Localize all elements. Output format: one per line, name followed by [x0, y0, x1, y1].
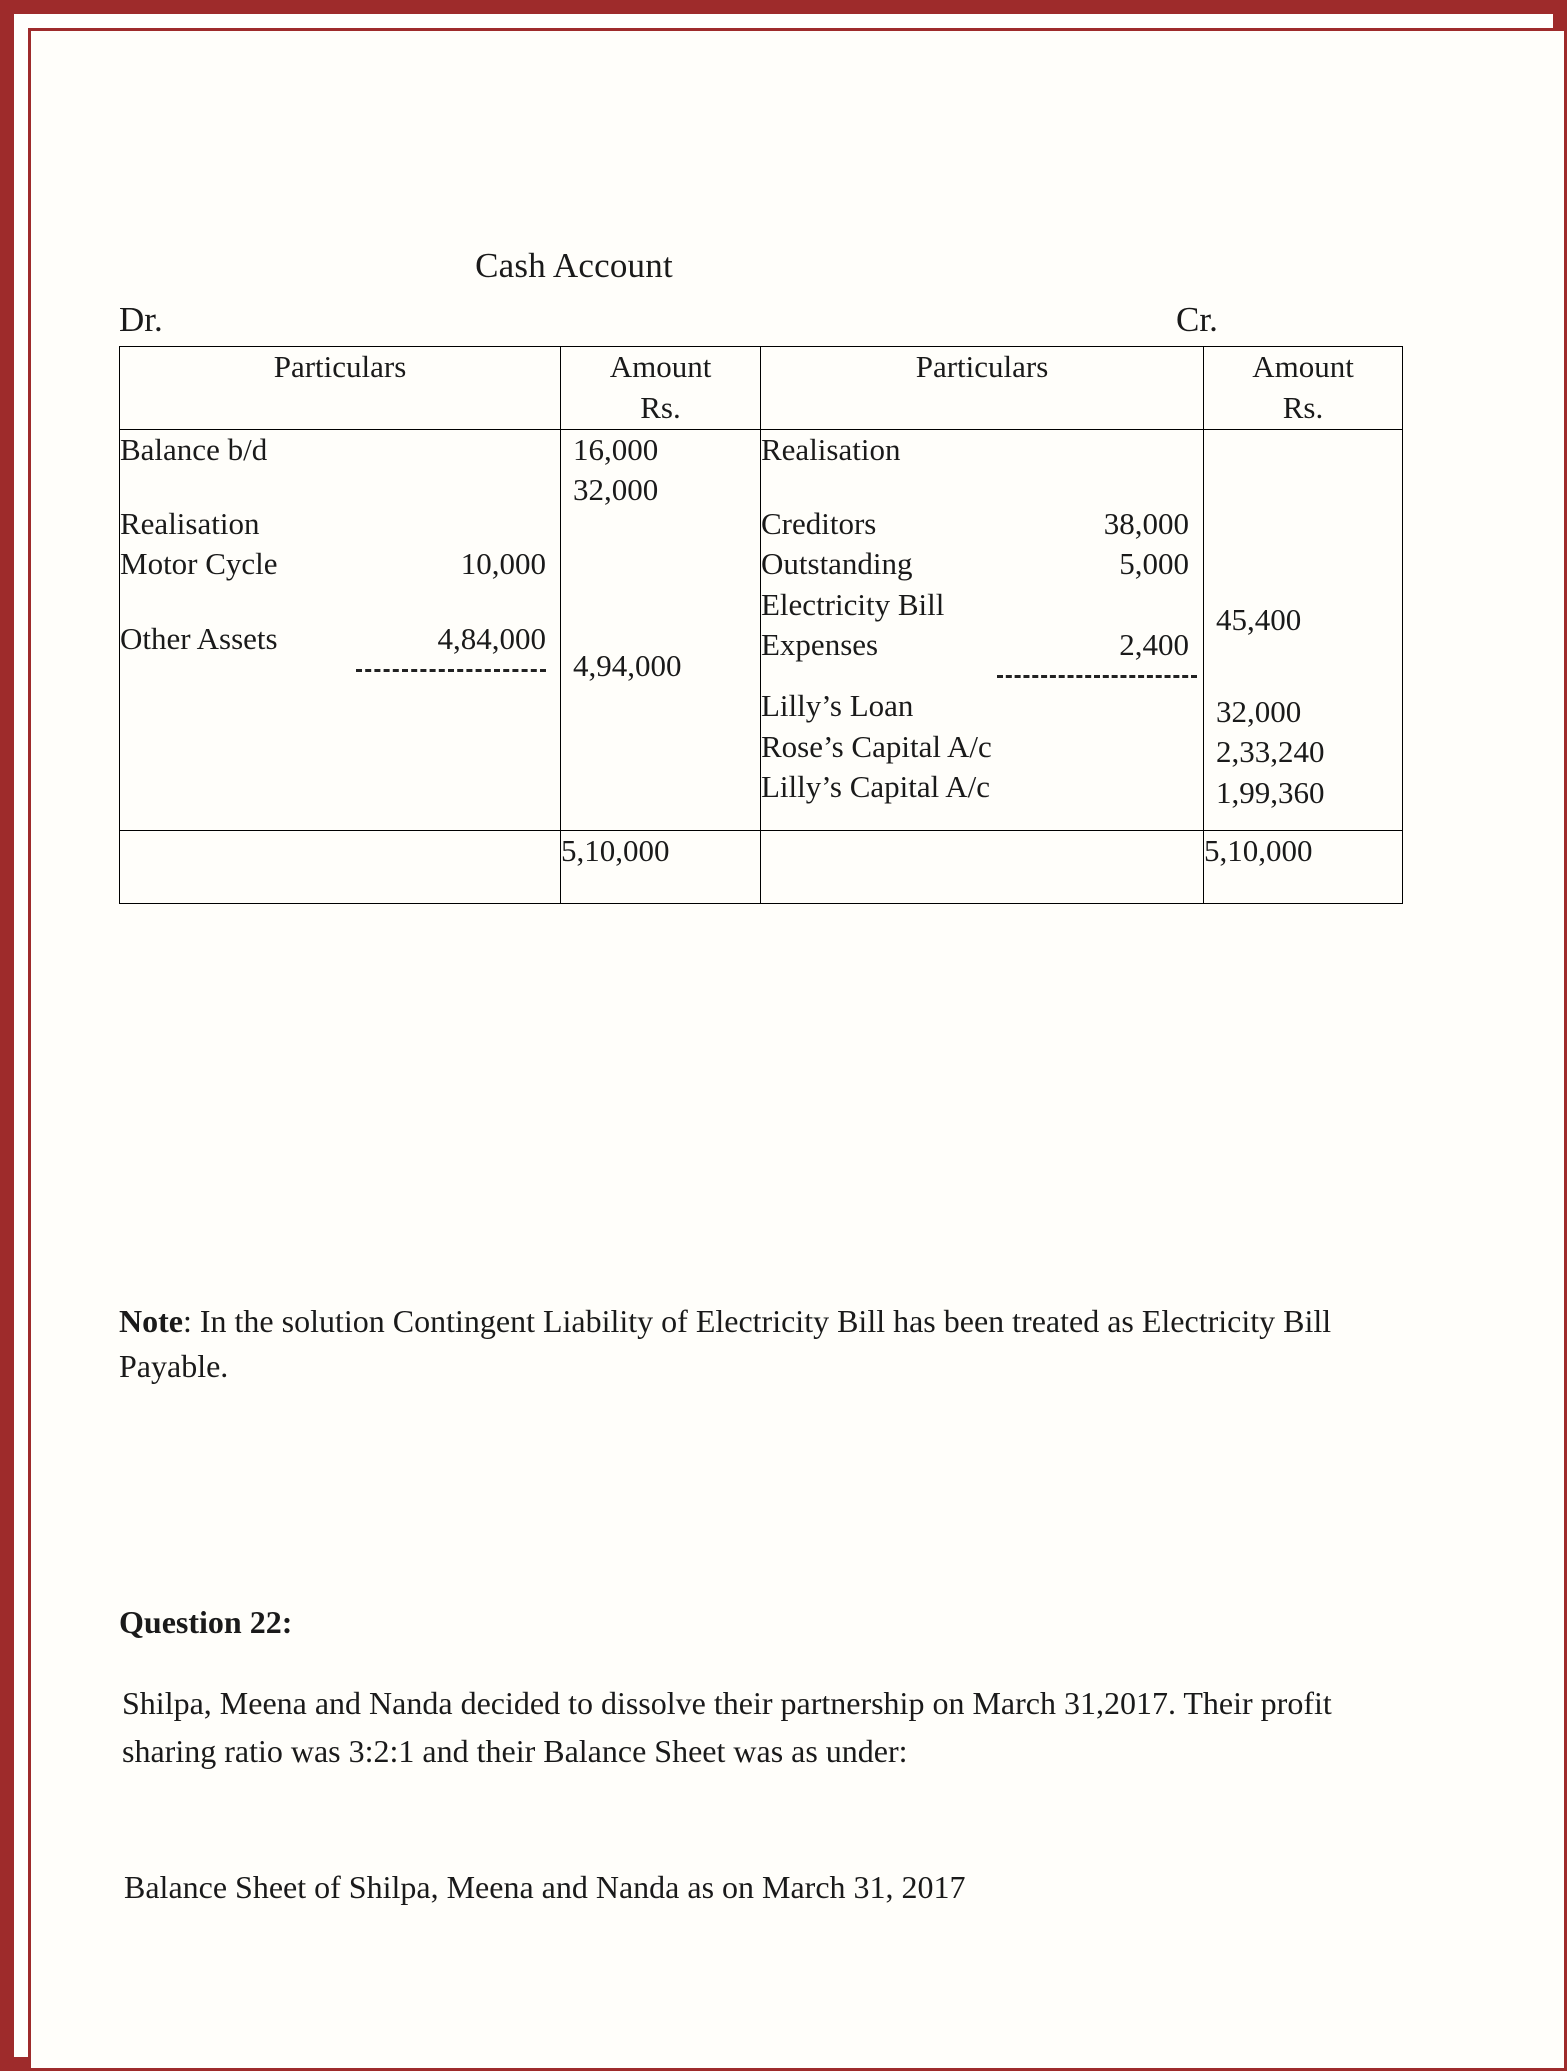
debit-label-4: Other Assets [120, 620, 278, 656]
credit-subtotal-dashed-rule [997, 675, 1197, 678]
credit-line-realisation [761, 430, 1203, 470]
spacer [1216, 566, 1402, 600]
spacer [573, 510, 760, 544]
credit-particulars-cell [761, 429, 1204, 830]
spacer [1216, 498, 1402, 532]
table-body-row [120, 429, 1403, 830]
credit-label-5: Lilly’s Loan [761, 688, 914, 724]
credit-amount-7: 1,99,360 [1216, 774, 1325, 810]
debit-line-other-assets [120, 619, 560, 659]
spacer [120, 585, 560, 619]
credit-amount-5: 32,000 [1216, 694, 1302, 730]
spacer [1216, 430, 1402, 464]
debit-amount-cell [561, 429, 761, 830]
debit-label-0: Balance b/d [120, 431, 268, 467]
credit-line-electricity-bill [761, 585, 1203, 625]
table-total-row [120, 830, 1403, 903]
credit-inner-7 [1189, 767, 1203, 807]
credit-label-6: Rose’s Capital A/c [761, 728, 992, 764]
credit-inner-2: 5,000 [1119, 546, 1189, 582]
credit-total-amount-cell: 5,10,000 [1204, 830, 1403, 903]
header-particulars-credit: Particulars [761, 347, 1204, 430]
credit-inner-0 [1189, 430, 1203, 470]
credit-side-label: Cr. [1176, 300, 1218, 339]
credit-label-4: Expenses [761, 627, 879, 662]
credit-inner-5 [1189, 686, 1203, 726]
balance-sheet-caption: Balance Sheet of Shilpa, Meena and Nanda as on March 31, 2017 [124, 1869, 966, 1905]
credit-line-outstanding [761, 544, 1203, 584]
spacer [761, 470, 1203, 504]
debit-amount-0: 16,000 [573, 431, 659, 467]
credit-inner-3 [1189, 585, 1203, 625]
credit-label-1: Creditors [761, 506, 877, 542]
debit-label-3: Motor Cycle [120, 546, 278, 582]
question-title: Question 22: [119, 1604, 293, 1640]
header-amount-credit: Amount Rs. [1204, 347, 1403, 430]
debit-inner-3: 10,000 [460, 546, 546, 582]
debit-line-realisation [120, 504, 560, 544]
credit-line-expenses [761, 625, 1203, 665]
spacer [573, 612, 760, 646]
credit-line-roses-capital [761, 727, 1203, 767]
spacer [1216, 532, 1402, 566]
document-sheet [34, 34, 1567, 2071]
question-body: Shilpa, Meena and Nanda decided to dissolve their partnership on March 31,2017. Their profit sharing ratio was 3:2:1 and their Balance Sheet was as under: [122, 1685, 1332, 1769]
note-bold-prefix: Note [119, 1303, 183, 1339]
debit-inner-0 [546, 430, 560, 470]
debit-label-2: Realisation [120, 506, 260, 542]
credit-total-particulars-cell [761, 830, 1204, 903]
debit-inner-2 [546, 504, 560, 544]
debit-subtotal-dashed-rule [356, 669, 546, 672]
account-title: Cash Account [475, 246, 673, 285]
debit-line-motor-cycle [120, 544, 560, 584]
debit-amount-4: 4,94,000 [573, 648, 682, 684]
debit-particulars-cell [120, 429, 561, 830]
credit-amount-4: 45,400 [1216, 601, 1302, 637]
debit-amount-1: 32,000 [573, 472, 659, 508]
note-paragraph [119, 1299, 1389, 1390]
spacer [1216, 674, 1402, 692]
debit-total-amount-cell: 5,10,000 [561, 830, 761, 903]
debit-line-balance-bd [120, 430, 560, 470]
debit-inner-4: 4,84,000 [437, 620, 546, 656]
credit-inner-1: 38,000 [1103, 506, 1189, 542]
credit-line-lillys-loan [761, 686, 1203, 726]
table-header-row [120, 347, 1403, 430]
spacer [1216, 464, 1402, 498]
credit-amount-cell [1204, 429, 1403, 830]
debit-side-label: Dr. [119, 300, 163, 339]
header-amount-debit: Amount Rs. [561, 347, 761, 430]
credit-amount-6: 2,33,240 [1216, 734, 1325, 770]
spacer [120, 470, 560, 504]
credit-inner-4: 2,400 [1119, 627, 1189, 662]
credit-inner-6 [1189, 727, 1203, 767]
credit-line-lillys-capital [761, 767, 1203, 807]
note-text: : In the solution Contingent Liability of Electricity Bill has been treated as Electricity Bill Payable. [119, 1303, 1332, 1385]
header-particulars-debit: Particulars [120, 347, 561, 430]
page-inner-frame [28, 28, 1567, 2071]
credit-label-7: Lilly’s Capital A/c [761, 768, 991, 804]
credit-line-creditors [761, 504, 1203, 544]
spacer [573, 578, 760, 612]
cash-account-ledger-table [119, 346, 1403, 904]
spacer [1216, 640, 1402, 674]
spacer [573, 544, 760, 578]
credit-label-0: Realisation [761, 431, 901, 467]
credit-label-2: Outstanding [761, 546, 913, 582]
debit-total-particulars-cell [120, 830, 561, 903]
credit-label-3: Electricity Bill [761, 586, 945, 622]
